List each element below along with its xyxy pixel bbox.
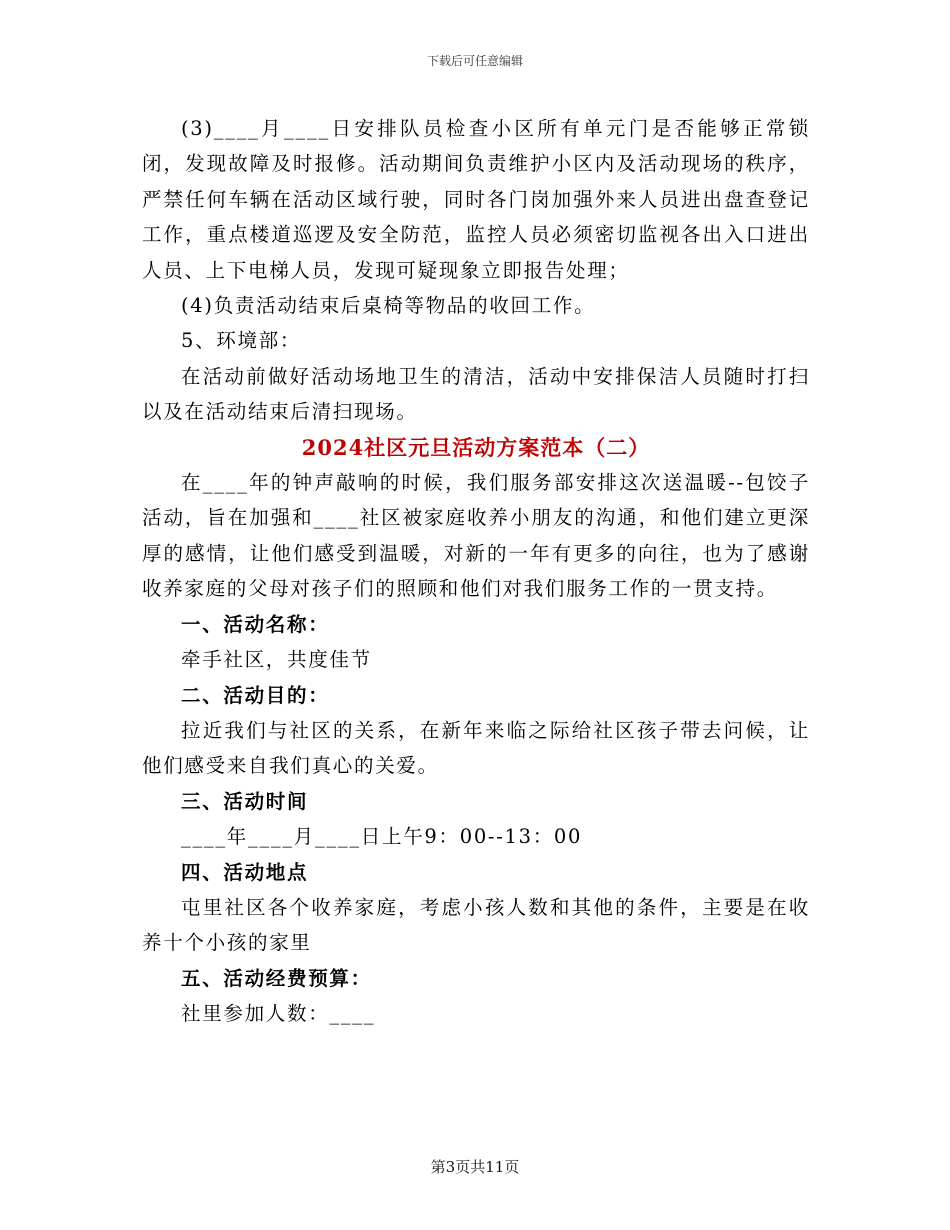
paragraph-security-item-4: (4)负责活动结束后桌椅等物品的收回工作。 <box>181 294 596 318</box>
paragraph-activity-purpose: 拉近我们与社区的关系，在新年来临之际给社区孩子带去问候，让他们感受来自我们真心的关爱。 <box>142 718 810 778</box>
paragraph-activity-location: 屯里社区各个收养家庭，考虑小孩人数和其他的条件，主要是在收养十个小孩的家里 <box>142 895 810 955</box>
heading-activity-purpose: 二、活动目的： <box>181 683 330 707</box>
paragraph-intro: 在____年的钟声敲响的时候，我们服务部安排这次送温暖--包饺子活动，旨在加强和____社区被家庭收养小朋友的沟通，和他们建立更深厚的感情，让他们感受到温暖，对新的一年有更多的向往，也为了感谢收养家庭的父母对孩子们的照顾和他们对我们服务工作的一贯支持。 <box>142 471 810 601</box>
paragraph-activity-name: 牵手社区，共度佳节 <box>181 648 372 672</box>
paragraph-participants: 社里参加人数：____ <box>181 1002 376 1026</box>
section-title: 2024社区元旦活动方案范本（二） <box>301 434 651 460</box>
document-body <box>142 111 810 1032</box>
page-footer: 第3页共11页 <box>430 1158 520 1176</box>
heading-activity-name: 一、活动名称： <box>181 612 330 636</box>
heading-environment-dept: 5、环境部： <box>181 329 302 353</box>
heading-activity-budget: 五、活动经费预算： <box>181 966 372 990</box>
paragraph-activity-time: ____年____月____日上午9：00--13：00 <box>181 825 583 849</box>
paragraph-environment: 在活动前做好活动场地卫生的清洁，活动中安排保洁人员随时打扫以及在活动结束后清扫现场。 <box>142 364 810 424</box>
paragraph-security-item-3: (3)____月____日安排队员检查小区所有单元门是否能够正常锁闭，发现故障及时报修。活动期间负责维护小区内及活动现场的秩序，严禁任何车辆在活动区域行驶，同时各门岗加强外来人员进出盘查登记工作，重点楼道巡逻及安全防范，监控人员必须密切监视各出入口进出人员、上下电梯人员，发现可疑现象立即报告处理； <box>142 117 810 282</box>
heading-activity-location: 四、活动地点 <box>181 860 309 884</box>
heading-activity-time: 三、活动时间 <box>181 789 309 813</box>
page-header: 下载后可任意编辑 <box>426 54 523 68</box>
